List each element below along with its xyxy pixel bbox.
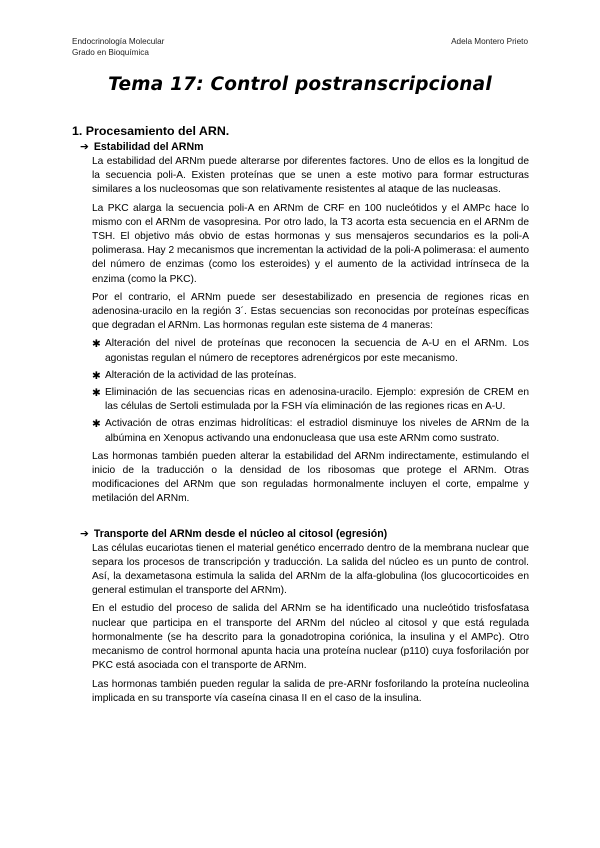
arrow-right-icon: ➔ xyxy=(80,141,89,153)
paragraph: Por el contrario, el ARNm puede ser desestabilizado en presencia de regiones ricas en adenosina-uracilo en la región 3´. Estas secuencias son reconocidas por proteínas específicas que degradan el ARNm. Las hormonas regulan este sistema de 4 maneras: xyxy=(92,291,529,332)
subsection-heading-stability xyxy=(80,140,529,154)
asterisk-bullet-icon: ✱ xyxy=(92,387,101,400)
paragraph: La estabilidad del ARNm puede alterarse por diferentes factores. Uno de ellos es la longitud de la secuencia poli-A. Existen proteínas que se unen a este motivo para formar estructuras similares a los nucleosomas que son relativamente resistentes al ataque de las nucleasas. xyxy=(92,156,529,196)
paragraph: En el estudio del proceso de salida del ARNm se ha identificado una nucleótido trisfosfatasa nuclear que participa en el transporte del ARNm del núcleo al citosol y que está regulada hormonalmente (se ha descrito para la gonadotropina coriónica, la insulina y el AMPc). Otro mecanismo de control hormonal apunta hacia una proteína nuclear (p110) cuya fosforilación por PKC está asociada con el transporte de ARNm. xyxy=(92,603,529,672)
header-course: Endocrinología Molecular xyxy=(72,37,165,46)
list-item xyxy=(92,337,529,365)
subsection-title: Transporte del ARNm desde el núcleo al citosol (egresión) xyxy=(93,527,388,540)
section-heading: 1. Procesamiento del ARN. xyxy=(72,124,230,138)
list-item-text: Activación de otras enzimas hidrolíticas: el estradiol disminuye los niveles de ARNm de la albúmina en Xenopus activando una endonucleasa que usa este ARNm como sustrato. xyxy=(105,418,529,444)
asterisk-bullet-icon: ✱ xyxy=(92,369,101,382)
list-item xyxy=(92,369,529,383)
header-author: Adela Montero Prieto xyxy=(451,37,528,46)
asterisk-bullet-icon: ✱ xyxy=(92,418,101,431)
paragraph: Las células eucariotas tienen el material genético encerrado dentro de la membrana nuclear que separa los procesos de transcripción y traducción. La salida del núcleo es un punto de control. Así, la dexametasona estimula la salida del ARNm de la alfa-globulina (los glucocorticoides en general estimulan el transporte del ARNm). xyxy=(92,542,529,597)
paragraph: Las hormonas también pueden regular la salida de pre-ARNr fosforilando la proteína nucleolina implicada en su transporte vía caseína cinasa II en el caso de la insulina. xyxy=(92,678,529,704)
header-left xyxy=(72,36,164,58)
asterisk-bullet-icon: ✱ xyxy=(92,338,101,351)
arrow-right-icon: ➔ xyxy=(80,527,89,540)
paragraph: Las hormonas también pueden alterar la estabilidad del ARNm indirectamente, estimulando el inicio de la traducción o la densidad de los ribosomas que protege el ARNm. Otras modificaciones del ARNm que son reguladas hormonalmente incluyen el corte, empalme y metilación del ARNm. xyxy=(92,450,529,505)
main-content xyxy=(72,123,529,710)
paragraph: La PKC alarga la secuencia poli-A en ARNm de CRF en 100 nucleótidos y el AMPc hace lo mismo con el ARNm de vasopresina. Por otro lado, la T3 acorta esta secuencia en el ARNm de TSH. El objetivo más obvio de estas hormonas y sus mensajeros secundarios es la poli-A polimerasa. Hay 2 mecanismos que incrementan la actividad de la poli-A polimerasa: el aumento del número de enzimas (como los esteroides) y el aumento de la actividad intrínseca de la enzima (como la PKC). xyxy=(92,202,529,285)
subsection-title: Estabilidad del ARNm xyxy=(93,141,204,153)
list-item-text: Eliminación de las secuencias ricas en adenosina-uracilo. Ejemplo: expresión de CREM en las células de Sertoli estimulada por la FSH vía eliminación de las regiones ricas en A-U. xyxy=(105,387,529,413)
header-degree: Grado en Bioquímica xyxy=(72,48,149,57)
list-item xyxy=(92,386,529,414)
list-item-text: Alteración de la actividad de las proteínas. xyxy=(105,369,297,381)
mechanism-list xyxy=(92,337,529,445)
page-title: Tema 17: Control postranscripcional xyxy=(108,74,492,95)
list-item-text: Alteración del nivel de proteínas que reconocen la secuencia de A-U en el ARNm. Los agonistas regulan el número de receptores adrenérgicos por este mecanismo. xyxy=(105,338,529,364)
section-spacer xyxy=(72,511,529,527)
list-item xyxy=(92,417,529,445)
subsection-heading-transport xyxy=(80,527,529,541)
